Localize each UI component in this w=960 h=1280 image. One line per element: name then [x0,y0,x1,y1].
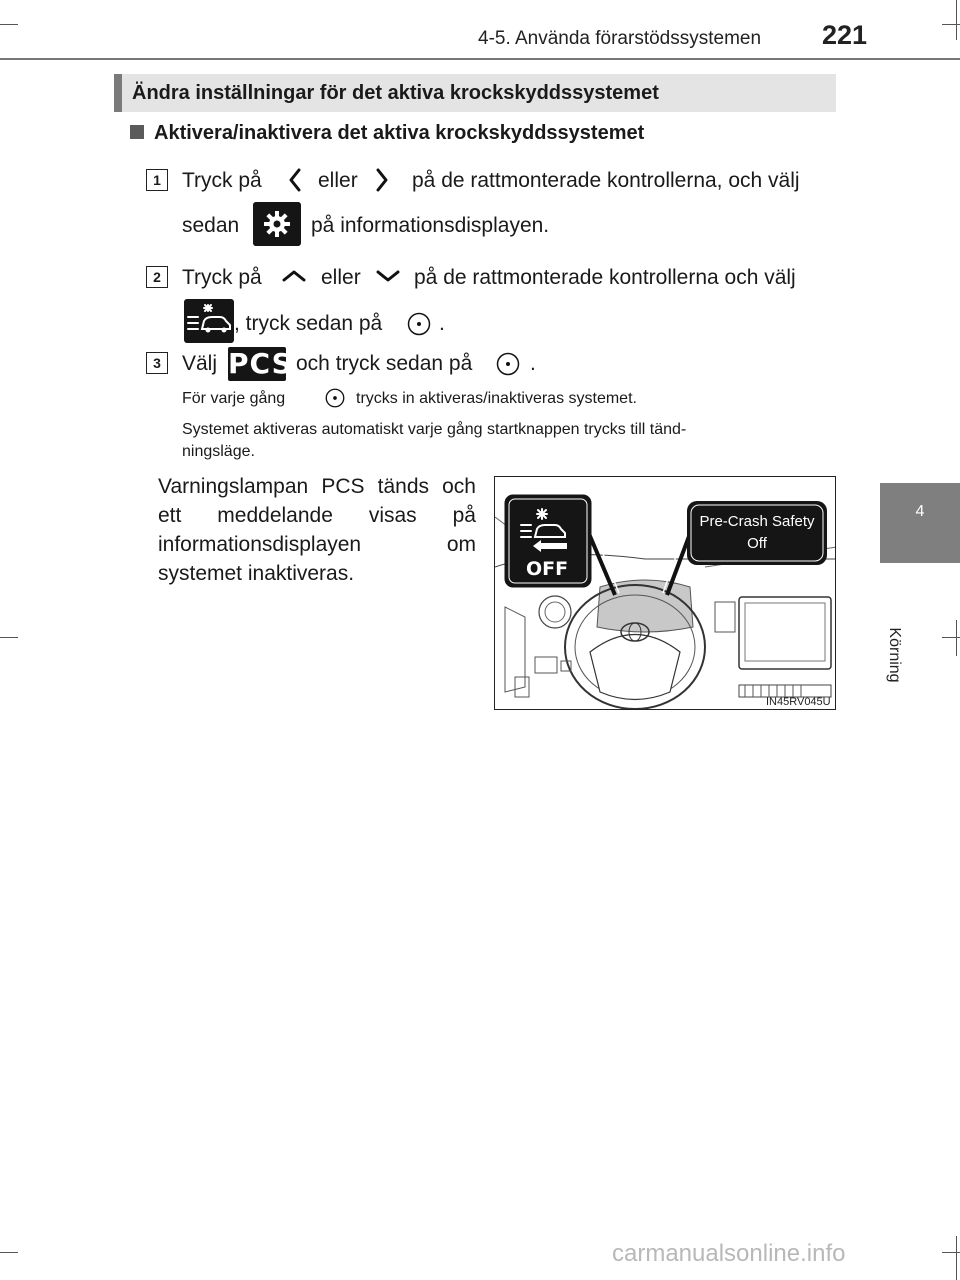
step-3-note-b: trycks in aktiveras/inaktiveras systemet. [356,390,637,407]
section-banner-accent [114,74,122,112]
crop-mark [942,1252,960,1253]
step-1-text-b: eller [318,169,358,192]
header-section-title: 4-5. Använda förarstödssystemen [478,28,762,49]
step-number-2: 2 [146,266,168,288]
crop-mark [942,637,960,638]
step-3-text-b: och tryck sedan på [296,352,473,375]
dashboard-drawing [495,477,836,710]
step-1-text-d: sedan [182,214,240,237]
chevron-right-icon [374,168,390,192]
pre-crash-icon [184,299,234,343]
page-number: 221 [822,20,868,50]
crop-mark [0,24,18,25]
gear-icon [253,202,301,246]
chapter-number: 4 [915,503,925,520]
chapter-tab [880,483,960,563]
step-3-note-d: ningsläge. [182,443,255,460]
watermark: carmanualsonline.info [612,1240,846,1267]
step-1-text-a: Tryck på [182,169,262,192]
header-divider [0,58,960,60]
crop-mark [942,24,960,25]
crop-mark [956,0,957,40]
description-paragraph: Varningslampan PCS tänds och ett meddelande visas på informationsdisplayen om systemet inaktiveras. [158,475,476,585]
pcs-icon: PCS [228,347,293,380]
subheading-text: Aktivera/inaktivera det aktiva krockskyddssystemet [154,122,645,144]
chevron-down-icon [376,268,400,284]
step-number-1: 1 [146,169,168,191]
message-line-2: Off [747,535,767,552]
step-number-3: 3 [146,352,168,374]
step-2-text-c: på de rattmonterade kontrollerna och välj [414,266,796,289]
step-3-text-a: Välj [182,352,218,375]
ok-button-icon [496,352,520,376]
dashboard-illustration [494,476,836,710]
step-2-text-e: . [439,312,445,335]
section-banner-title: Ändra inställningar för det aktiva krockskyddssystemet [132,82,659,104]
ok-button-icon [325,388,345,408]
ok-button-icon [407,312,431,336]
step-3-note-c: Systemet aktiveras automatiskt varje gång startknappen trycks till tänd- [182,421,687,438]
indicator-off-label: OFF [525,558,569,580]
figure-code: IN45RV045U [766,696,831,708]
crop-mark [0,1252,18,1253]
message-line-1: Pre-Crash Safety [699,513,815,530]
step-2-text-d: , tryck sedan på [234,312,383,335]
step-2-text-b: eller [321,266,361,289]
crop-mark [0,637,18,638]
step-2-text-a: Tryck på [182,266,262,289]
chevron-up-icon [282,268,306,284]
chapter-label [874,610,914,700]
square-bullet-icon [130,125,144,139]
crop-mark [956,620,957,656]
step-3-note-a: För varje gång [182,390,286,407]
step-1-text-e: på informationsdisplayen. [311,214,550,237]
chapter-label-text: Körning [886,627,903,683]
step-1-text-c: på de rattmonterade kontrollerna, och välj [412,169,800,192]
step-3-text-c: . [530,352,536,375]
crop-mark [956,1236,957,1280]
chevron-left-icon [287,168,303,192]
subheading [130,122,644,145]
